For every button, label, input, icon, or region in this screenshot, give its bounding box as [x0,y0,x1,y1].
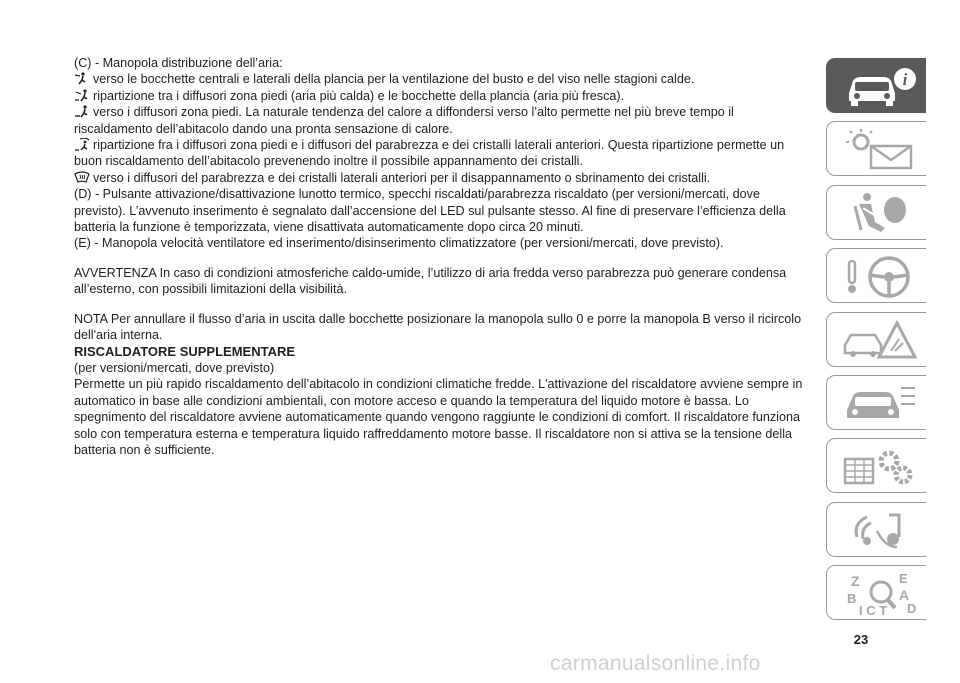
section-heading: RISCALDATORE SUPPLEMENTARE [74,343,296,359]
svg-text:i: i [902,70,908,89]
svg-text:Z: Z [851,573,860,590]
index-icon [841,570,919,616]
tab-technical-data[interactable] [826,438,926,493]
vent-feet-icon [74,105,90,117]
paragraph-face-feet-vent: ripartizione tra i diffusori zona piedi (aria più calda) e le bocchette della plancia (aria più fresca). [74,88,814,104]
vent-face-icon [74,72,90,84]
note-paragraph: NOTA Per annullare il flusso d’aria in uscita dalle bocchette posizionare la manopola sullo 0 e porre la manopola B verso il ricircolo dell'aria interna. [74,311,802,343]
tab-safety[interactable] [826,185,926,240]
vent-face-feet-icon [74,89,90,101]
tab-maintenance[interactable] [826,375,926,430]
paragraph-face-vent: verso le bocchette centrali e laterali della plancia per la ventilazione del busto e del viso nelle stagioni calde. [74,71,814,87]
watermark: carmanualsonline.info [550,652,761,675]
tab-index[interactable] [826,565,926,620]
gears-icon [841,443,919,489]
paragraph-knob-c: (C) - Manopola distribuzione dell’aria: [74,56,283,70]
chapter-tabs [826,58,928,629]
svg-text:B: B [847,591,857,607]
maintenance-icon [841,380,919,426]
vent-feet-windshield-icon [74,138,90,150]
paragraph-windshield-defrost: verso i diffusori del parabrezza e dei cristalli laterali anteriori per il disappannamento o sbrinamento dei cristalli. [74,170,814,186]
section-subtitle: (per versioni/mercati, dove previsto) [74,360,275,375]
windshield-defrost-icon [74,171,90,183]
svg-text:E: E [899,571,908,587]
paragraph-button-d: (D) - Pulsante attivazione/disattivazione lunotto termico, specchi riscaldati/parabrezza riscaldato (per versioni/mercati, dove previsto). L’avvenuto inserimento è segnalato dall’accensione del LED sul pulsante stesso. Al fine di preservare l’efficienza della batteria la funzione è temporizzata, viene disattivata automaticamente dopo circa 20 minuti. [74,187,786,235]
paragraph-knob-e: (E) - Manopola velocità ventilatore ed inserimento/disinserimento climatizzatore (per versioni/mercati, dove previsto). [74,236,724,251]
page-content [74,55,814,458]
car-info-icon [841,63,919,109]
paragraph-feet-windshield-vent: ripartizione fra i diffusori zona piedi e i diffusori del parabrezza e dei cristalli laterali anteriori. Questa ripartizione permette un buon riscaldamento dell’abitacolo prevenendo inoltre il possibile appannamento dei cristalli. [74,138,785,169]
tab-warning-lights[interactable] [826,121,926,176]
svg-text:A: A [899,587,910,604]
section-body: Permette un più rapido riscaldamento dell’abitacolo in condizioni climatiche fredde. L'attivazione del riscaldatore avviene sempre in automatico in base alle condizioni ambientali, con motore acceso e quando la temperatura del liquido motore è bassa. Lo spegnimento del riscaldatore avviene automaticamente quando vengono raggiunte le condizioni di comfort. Il riscaldatore funziona solo con temperatura esterna e temperatura liquido raffreddamento motore basse. Il riscaldatore non si attiva se la tensione della batteria non è sufficiente. [74,377,803,457]
warning-lights-icon [841,126,919,172]
tab-starting-driving[interactable] [826,248,926,303]
multimedia-icon [841,507,919,553]
airbag-icon [841,190,919,236]
emergency-icon [841,317,919,363]
paragraph-feet-vent: verso i diffusori zona piedi. La naturale tendenza del calore a diffondersi verso l’alto permette nel più breve tempo il riscaldamento dell’abitacolo dando una pronta sensazione di calore. [74,105,734,136]
svg-text:D: D [907,601,917,617]
tab-multimedia[interactable] [826,502,926,557]
tab-emergency[interactable] [826,312,926,367]
page-number: 23 [853,632,869,647]
svg-text:I C T: I C T [859,603,888,617]
warning-paragraph: AVVERTENZA In caso di condizioni atmosferiche caldo-umide, l’utilizzo di aria fredda verso parabrezza può generare condensa all’esterno, con possibili limitazioni della visibilità. [74,265,787,297]
tab-car-info[interactable] [826,58,926,113]
steering-wheel-icon [841,253,919,299]
